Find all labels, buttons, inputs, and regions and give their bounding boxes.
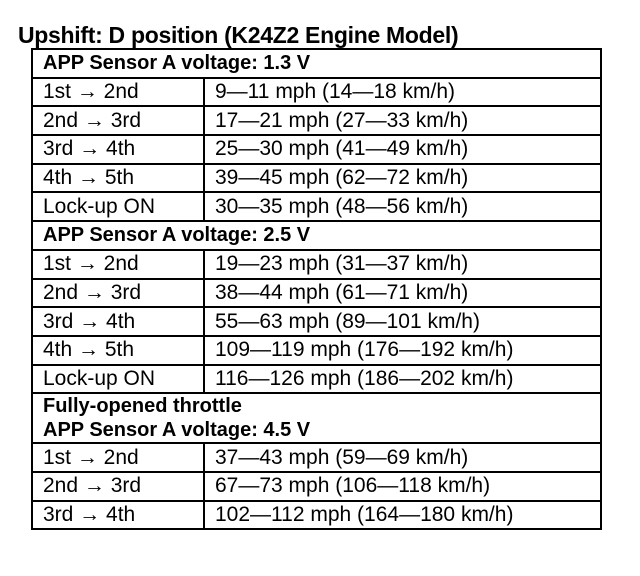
shift-cell: 1st → 2nd <box>32 78 204 107</box>
shift-cell: 3rd → 4th <box>32 501 204 530</box>
speed-cell: 102—112 mph (164—180 km/h) <box>204 501 601 530</box>
table-row <box>32 307 601 336</box>
section-heading: APP Sensor A voltage: 4.5 V <box>32 418 601 443</box>
table-row <box>32 336 601 365</box>
shift-cell: 2nd → 3rd <box>32 106 204 135</box>
shift-cell: 4th → 5th <box>32 336 204 365</box>
shift-cell: 3rd → 4th <box>32 135 204 164</box>
section-header-row <box>32 49 601 78</box>
section-header-row <box>32 418 601 443</box>
section-header-row <box>32 221 601 250</box>
table-row <box>32 78 601 107</box>
shift-cell: Lock-up ON <box>32 365 204 394</box>
table-row <box>32 501 601 530</box>
speed-cell: 55—63 mph (89—101 km/h) <box>204 307 601 336</box>
section-heading: Fully-opened throttle <box>32 393 601 418</box>
shift-cell: 4th → 5th <box>32 164 204 193</box>
speed-cell: 19—23 mph (31—37 km/h) <box>204 250 601 279</box>
speed-cell: 37—43 mph (59—69 km/h) <box>204 443 601 472</box>
table-row <box>32 164 601 193</box>
table-row <box>32 135 601 164</box>
table-row <box>32 250 601 279</box>
section-heading: APP Sensor A voltage: 1.3 V <box>32 49 601 78</box>
speed-cell: 17—21 mph (27—33 km/h) <box>204 106 601 135</box>
speed-cell: 38—44 mph (61—71 km/h) <box>204 279 601 308</box>
table-row <box>32 106 601 135</box>
shift-cell: Lock-up ON <box>32 192 204 221</box>
shift-cell: 3rd → 4th <box>32 307 204 336</box>
speed-cell: 109—119 mph (176—192 km/h) <box>204 336 601 365</box>
shift-cell: 2nd → 3rd <box>32 279 204 308</box>
table-row <box>32 472 601 501</box>
shift-cell: 1st → 2nd <box>32 443 204 472</box>
section-header-row <box>32 393 601 418</box>
speed-cell: 25—30 mph (41—49 km/h) <box>204 135 601 164</box>
speed-cell: 39—45 mph (62—72 km/h) <box>204 164 601 193</box>
speed-cell: 116—126 mph (186—202 km/h) <box>204 365 601 394</box>
speed-cell: 30—35 mph (48—56 km/h) <box>204 192 601 221</box>
shift-cell: 2nd → 3rd <box>32 472 204 501</box>
table-title: Upshift: D position (K24Z2 Engine Model) <box>18 22 459 48</box>
shift-cell: 1st → 2nd <box>32 250 204 279</box>
speed-cell: 67—73 mph (106—118 km/h) <box>204 472 601 501</box>
table-row <box>32 365 601 394</box>
table-row <box>32 443 601 472</box>
upshift-speed-table <box>31 48 602 530</box>
speed-cell: 9—11 mph (14—18 km/h) <box>204 78 601 107</box>
section-heading: APP Sensor A voltage: 2.5 V <box>32 221 601 250</box>
table-row <box>32 279 601 308</box>
table-row <box>32 192 601 221</box>
